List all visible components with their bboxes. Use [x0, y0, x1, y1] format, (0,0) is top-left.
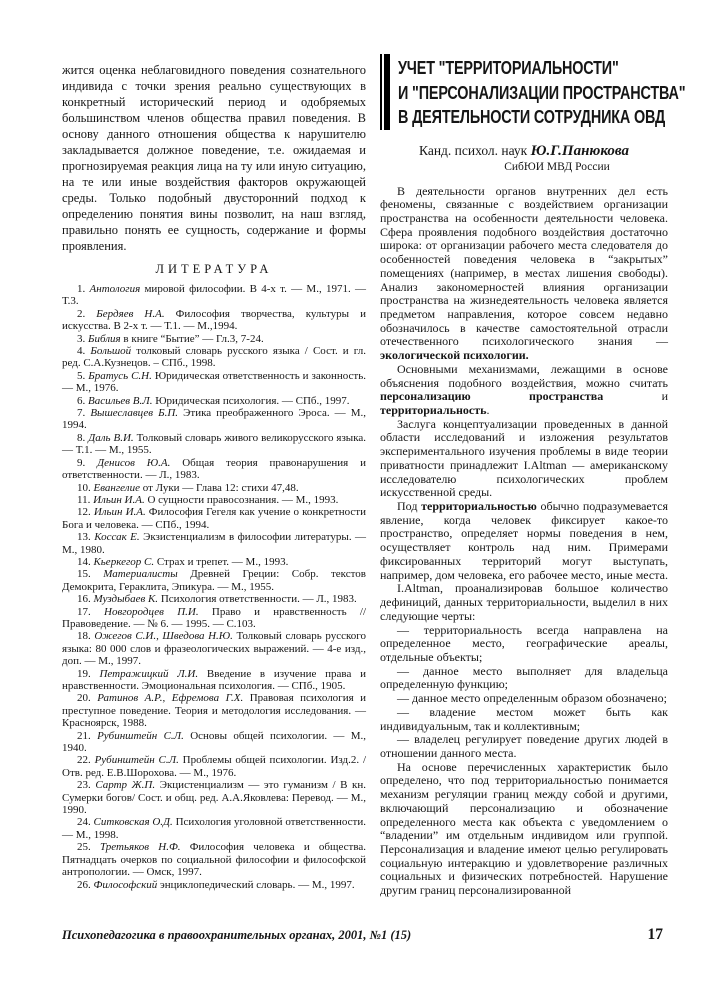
text-segment: Ожегов С.И., Шведова Н.Ю.: [94, 630, 233, 643]
reference-item: [62, 568, 366, 593]
text-segment: О сущности правосознания. — М., 1993.: [144, 493, 339, 506]
text-segment: .: [486, 403, 490, 417]
article-paragraph: [380, 500, 668, 582]
text-segment: 16.: [77, 593, 94, 606]
text-segment: Антология: [89, 283, 141, 295]
reference-item: [62, 606, 366, 631]
text-segment: Заслуга концептуализации проведенных в данной области исследований и изложения результатов экспериментального изучения проблемы в виде теории приватности принадлежит I.Altman — американскому исследователю психологических проблем искусственной среды.: [380, 416, 668, 500]
text-segment: — владение местом может быть как индивидуальным, так и коллективным;: [380, 704, 668, 733]
article-paragraph: [380, 761, 668, 898]
text-segment: Психология ответственности. — Л., 1983.: [158, 593, 357, 606]
reference-item: [62, 593, 366, 605]
text-segment: 14.: [77, 555, 94, 568]
reference-item: [62, 333, 366, 345]
text-segment: Философия Гегеля как учение о конкретности Бога и человека. — СПб., 1994.: [62, 506, 367, 531]
text-segment: Страх и трепет. — М., 1993.: [154, 555, 289, 568]
text-segment: персонализацию пространства: [380, 389, 604, 404]
reference-item: [62, 432, 366, 457]
reference-item: [62, 816, 366, 841]
article-paragraph: [380, 582, 668, 623]
text-segment: Бердяев Н.А.: [96, 307, 165, 320]
text-segment: энциклопедический словарь. — М., 1997.: [157, 878, 355, 891]
page-number: 17: [647, 926, 663, 943]
reference-item: [62, 283, 366, 308]
text-segment: Древней Греции: Собр. текстов Демокрита, Гераклита, Эпикура. — М., 1955.: [62, 568, 366, 593]
text-segment: Денисов Ю.А.: [97, 456, 171, 469]
text-segment: — территориальность всегда направлена на определенное место, географические ареалы, отдельные объекты;: [380, 622, 668, 664]
text-segment: В деятельности органов внутренних дел есть феномены, связанные с воздействием организации пространства на особенности деятельности человека. Сфера проявления подобного воздействия достаточно широка: от организации рабочего места следователя до особенностей поведения человека в “закрытых” помещениях (например, в местах лишения свободы). Анализ закономерностей влияния организации пространства на жизнедеятельность человека является предметом направления, которое совсем недавно обозначилось в качестве самостоятельной отрасли отечественного психологического знания —: [380, 183, 668, 349]
text-segment: — данное место определенным образом обозначено;: [397, 691, 667, 706]
text-segment: Ильин И.А.: [93, 506, 146, 519]
text-segment: Вышеславцев Б.П.: [90, 407, 179, 420]
text-segment: 17.: [77, 605, 105, 618]
text-segment: Философия человека и общества. Пятнадцать очерков по социальной философии и философской антропологии. — Омск, 1997.: [62, 841, 367, 879]
text-segment: 23.: [77, 779, 96, 792]
text-segment: Право и нравственность // Правоведение. — № 6. — 1995. — С.103.: [62, 605, 367, 630]
text-segment: 20.: [77, 692, 98, 705]
text-segment: 13.: [77, 531, 95, 544]
text-segment: 25.: [77, 841, 100, 854]
text-segment: 8.: [77, 431, 89, 444]
text-segment: мировой философии. В 4-х т. — М., 1971. — Т.3.: [62, 283, 366, 308]
reference-item: [62, 308, 366, 333]
reference-item: [62, 370, 366, 395]
article-paragraph: [380, 418, 668, 500]
article-paragraph: [380, 363, 668, 418]
text-segment: 7.: [77, 407, 91, 420]
text-segment: Большой: [90, 345, 132, 358]
byline: [380, 143, 668, 160]
text-segment: Проблемы общей психологии. Изд.2. / Отв. ред. Е.В.Шорохова. — М., 1976.: [62, 754, 367, 779]
text-segment: 22.: [77, 754, 95, 767]
text-segment: Правовая психология и преступное поведение. Теория и методология исследования. — Красноярск, 1988.: [62, 692, 366, 730]
right-column: [380, 54, 686, 898]
author-name: Ю.Г.Панюкова: [530, 142, 629, 159]
text-segment: Юридическая ответственность и законность. — М., 1976.: [62, 369, 367, 395]
text-segment: Васильев В.Л.: [88, 394, 153, 407]
journal-title-line: Психопедагогика в правоохранительных органах, 2001, №1 (15): [62, 928, 412, 942]
text-segment: Сартр Ж.П.: [95, 779, 156, 792]
text-segment: Экзистенциализм в философии литературы. — М., 1980.: [62, 531, 367, 556]
text-segment: 2.: [77, 307, 97, 320]
text-segment: 3.: [77, 332, 88, 345]
text-segment: 19.: [77, 667, 100, 680]
text-segment: 5.: [77, 369, 89, 382]
two-column-layout: [62, 54, 686, 898]
literature-list: [62, 283, 366, 891]
text-segment: Даль В.И.: [88, 431, 134, 444]
text-segment: Новгородцев П.И.: [104, 605, 199, 618]
text-segment: Философия творчества, культуры и искусства. В 2-х т. — Т.1. — М.,1994.: [62, 307, 366, 333]
text-segment: Библия: [88, 332, 121, 345]
text-segment: 26.: [77, 878, 94, 891]
reference-item: [62, 482, 366, 494]
article-body: [380, 185, 668, 898]
article-paragraph: [380, 692, 668, 706]
reference-item: [62, 457, 366, 482]
text-segment: экологической психологии.: [380, 348, 529, 363]
text-segment: — владелец регулирует поведение других людей в отношении данного места.: [380, 732, 668, 760]
article-paragraph: [380, 665, 668, 692]
text-segment: Ильин И.А.: [93, 493, 145, 506]
text-segment: Муздыбаев К.: [93, 593, 159, 606]
text-segment: 10.: [77, 481, 94, 494]
text-segment: территориальность: [380, 403, 487, 417]
text-segment: Философский: [93, 878, 158, 891]
text-segment: На основе перечисленных характеристик было определено, что под территориальностью понимается механизм регуляции границ между собой и другими, включающий персонализацию и обозначение определенного места как объекта с уведомлением о “владении” им отдельным индивидом или группой. Персонализация и владение имеют целью регулировать социальную интеракцию и удовлетворение различных социальных и физических потребностей. Нарушение другим границ персонализированной: [380, 759, 668, 898]
text-segment: Ратинов А.Р., Ефремова Г.Х.: [97, 692, 244, 705]
text-segment: 18.: [77, 630, 95, 643]
text-segment: 12.: [77, 506, 94, 519]
article-paragraph: [380, 624, 668, 665]
text-segment: Толковый словарь русского языка: 80 000 слов и фразеологических выражений. — 4-е изд., доп. — М., 1997.: [62, 630, 366, 668]
article-title: [398, 56, 685, 130]
text-segment: 4.: [77, 345, 91, 358]
continuation-paragraph: жится оценка неблаговидного поведения сознательного индивида с точки зрения реально существующих в конкретный исторический период и одобряемых большинством членов общества правил поведения. В основу данного отношения общества к нарушителю закладывается должное поведение, т.е. ожидаемая и прогнозируемая реакция лица на ту или иную ситуацию, на те или иные воздействия факторов окружающей среды. Только подобный двусторонний подход к определению понятия вины позволит, на наш взгляд, правильно понять ее сущность, содержание и формы проявления.: [62, 63, 366, 253]
text-segment: от Луки — Глава 12: стихи 47,48.: [139, 481, 299, 494]
article-title-line-1: УЧЕТ "ТЕРРИТОРИАЛЬНОСТИ": [398, 58, 619, 78]
text-segment: Ситковская О.Д.: [93, 816, 173, 829]
left-column: [62, 54, 366, 898]
text-segment: Экцистенциализм — это гуманизм / В кн. Сумерки богов/ Сост. и общ. ред. А.А.Яковлева: Перевод. — М., 1990.: [62, 779, 367, 817]
article-paragraph: [380, 706, 668, 733]
text-segment: Психология уголовной ответственности. — М., 1998.: [62, 816, 367, 841]
reference-item: [62, 345, 366, 370]
text-segment: 15.: [77, 568, 104, 581]
text-segment: Коссак Е.: [94, 531, 140, 544]
author-prefix: Канд. психол. наук: [419, 142, 528, 158]
reference-item: [62, 506, 366, 531]
text-segment: Рубинштейн С.Л.: [94, 754, 179, 767]
text-segment: Основными механизмами, лежащими в основе объяснения подобного воздействия, можно считать: [380, 361, 668, 390]
text-segment: Основы общей психологии. — М., 1940.: [62, 729, 367, 755]
reference-item: [62, 531, 366, 556]
text-segment: 24.: [77, 816, 94, 829]
text-segment: Третьяков Н.Ф.: [99, 841, 181, 854]
text-segment: 11.: [77, 493, 94, 506]
text-segment: Этика преображенного Эроса. — М., 1994.: [62, 407, 366, 432]
text-segment: Толковый словарь живого великорусского языка. — Т.1. — М., 1955.: [62, 431, 367, 457]
reference-item: [62, 779, 366, 816]
reference-item: [62, 407, 366, 432]
article-title-line-2: И "ПЕРСОНАЛИЗАЦИИ ПРОСТРАНСТВА": [398, 82, 686, 103]
reference-item: [62, 630, 366, 667]
reference-item: [62, 668, 366, 693]
text-segment: 9.: [77, 456, 98, 469]
text-segment: толковый словарь русского языка / Сост. и гл. ред. С.А.Кузнецов. – СПб., 1998.: [62, 345, 366, 370]
reference-item: [62, 841, 366, 878]
text-segment: территориальностью: [421, 499, 537, 514]
reference-item: [62, 692, 366, 729]
article-title-line-3: В ДЕЯТЕЛЬНОСТИ СОТРУДНИКА ОВД: [398, 107, 666, 127]
text-segment: Кьеркегор С.: [93, 555, 155, 568]
article-paragraph: [380, 185, 668, 363]
reference-item: [62, 730, 366, 755]
reference-item: [62, 395, 366, 407]
text-segment: 21.: [77, 729, 98, 742]
text-segment: — данное место выполняет для владельца определенную функцию;: [380, 663, 668, 692]
reference-item: [62, 494, 366, 506]
text-segment: Юридическая психология. — СПб., 1997.: [152, 394, 350, 407]
text-segment: Общая теория правонарушения и ответственности. — Л., 1983.: [62, 456, 367, 482]
literature-heading: ЛИТЕРАТУРА: [155, 262, 273, 276]
reference-item: [62, 754, 366, 779]
text-segment: Рубинштейн С.Л.: [97, 729, 184, 742]
text-segment: обычно подразумевается явление, когда человек фиксирует какое-то пространство, определяет нормы поведения в нем, осуществляет контроль над ним. Примерами фиксированных территорий могут выступать, например, дом человека, его рабочее место, иные места.: [380, 499, 668, 582]
text-segment: Под: [397, 499, 422, 514]
text-segment: Евангелие: [93, 481, 140, 494]
text-segment: 1.: [77, 283, 90, 295]
text-segment: в книге “Бытие” — Гл.3, 7-24.: [120, 332, 264, 345]
text-segment: 6.: [77, 394, 88, 407]
text-segment: Петражицкий Л.И.: [99, 667, 199, 680]
article-paragraph: [380, 733, 668, 760]
text-segment: Братусь С.Н.: [88, 369, 152, 382]
reference-item: [62, 556, 366, 568]
text-segment: и: [603, 389, 668, 404]
text-segment: Введение в изучение права и нравственности. Эмоциональная психология. — СПб., 1905.: [62, 667, 366, 692]
page-footer: [62, 926, 663, 944]
author-affiliation: СибЮИ МВД России: [504, 160, 610, 173]
article-title-block: [380, 54, 686, 130]
title-accent-bars: [380, 54, 390, 130]
text-segment: Материалисты: [103, 568, 178, 581]
reference-item: [62, 879, 366, 891]
text-segment: I.Altman, проанализировав большое количество дефиниций, данных территориальности, выделил в них следующие черты:: [380, 581, 668, 623]
